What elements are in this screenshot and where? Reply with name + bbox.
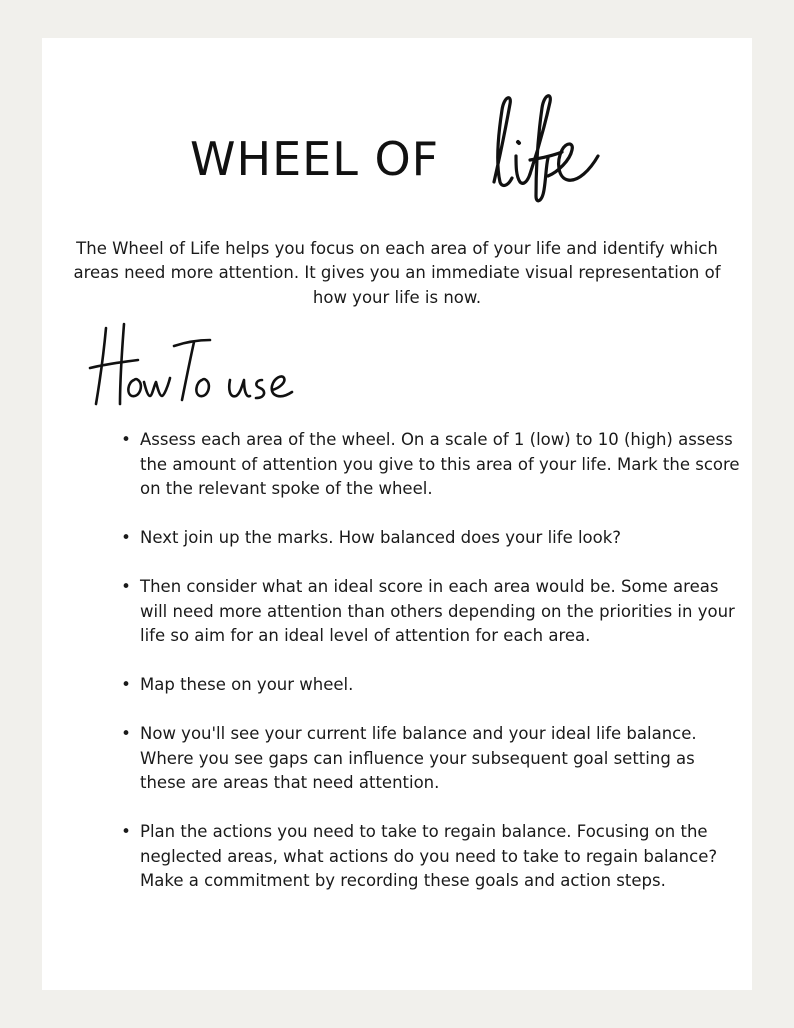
bullet-icon: • [121, 528, 131, 547]
how-to-use-heading [86, 320, 306, 410]
list-item-text: Map these on your wheel. [140, 675, 354, 694]
instruction-list [120, 428, 740, 918]
list-item [121, 820, 740, 894]
list-item [121, 575, 740, 649]
list-item-text: Plan the actions you need to take to regain balance. Focusing on the neglected areas, what actions do you need to take to regain balance? Make a commitment by recording these goals and action steps. [140, 822, 718, 890]
list-item-text: Then consider what an ideal score in each area would be. Some areas will need more attention than others depending on the priorities in your life so aim for an ideal level of attention for each area. [140, 577, 735, 645]
list-item-text: Next join up the marks. How balanced does your life look? [140, 528, 622, 547]
bullet-icon: • [121, 577, 131, 596]
page-sheet [42, 38, 752, 990]
title-block [42, 108, 752, 228]
script-life-glyph [486, 86, 604, 204]
list-item [121, 722, 740, 796]
title-script-word [486, 86, 604, 204]
list-item [121, 526, 740, 551]
bullet-icon: • [121, 675, 131, 694]
bullet-icon: • [121, 822, 131, 841]
title-script-text [486, 86, 487, 87]
bullet-icon: • [121, 724, 131, 743]
bullet-icon: • [121, 430, 131, 449]
list-item-text: Now you'll see your current life balance and your ideal life balance. Where you see gaps can influence your subsequent goal setting as these are areas that need attention. [140, 724, 697, 792]
how-to-use-heading-text [86, 320, 87, 321]
intro-paragraph: The Wheel of Life helps you focus on each area of your life and identify which areas need more attention. It gives you an immediate visual representation of how your life is now. [73, 238, 721, 307]
list-item-text: Assess each area of the wheel. On a scale of 1 (low) to 10 (high) assess the amount of attention you give to this area of your life. Mark the score on the relevant spoke of the wheel. [140, 430, 740, 498]
page-title: WHEEL OF [190, 132, 440, 186]
list-item [121, 428, 740, 502]
list-item [121, 673, 740, 698]
script-how-to-use-glyph [86, 320, 306, 410]
